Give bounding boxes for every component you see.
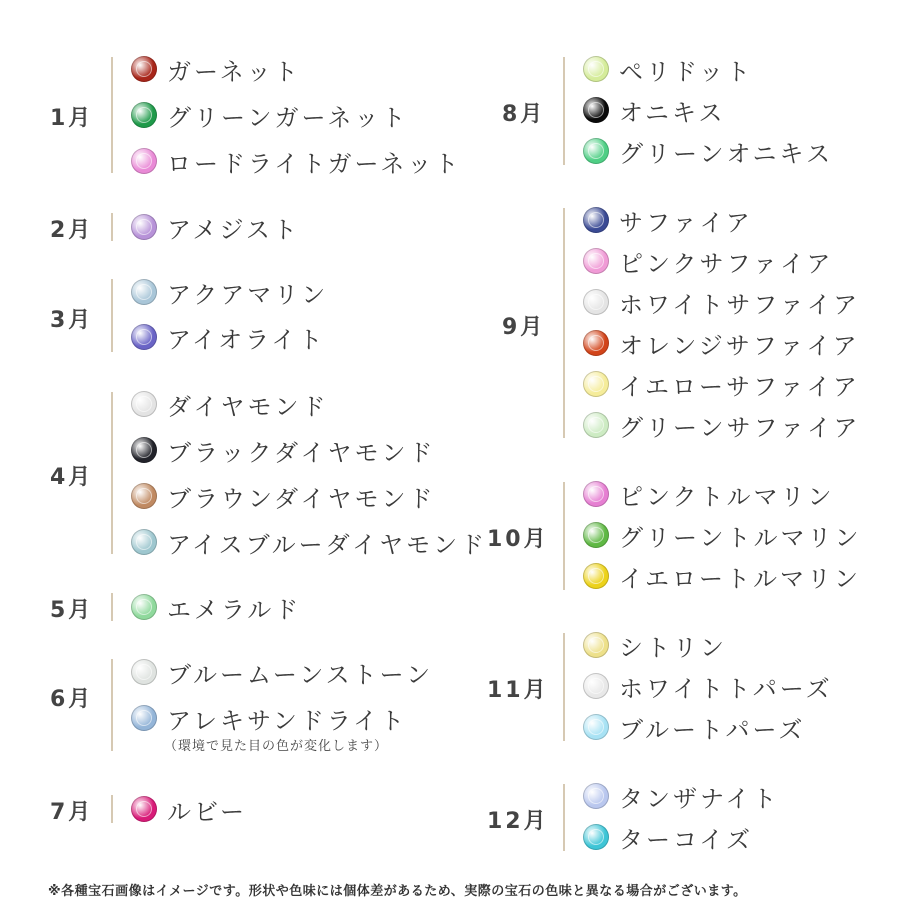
stone-peridot	[583, 54, 753, 84]
month-label-jun: 6月	[50, 687, 94, 712]
stone-name: ペリドット	[619, 57, 754, 86]
month-label-jul: 7月	[50, 800, 94, 825]
stone-citrine	[583, 630, 727, 660]
stone-aquamarine	[131, 277, 328, 307]
pink-sapphire-gem-icon	[583, 248, 609, 274]
alexandrite-gem-icon	[131, 705, 157, 731]
stone-turquoise	[583, 822, 753, 852]
stone-name: アイスブルーダイヤモンド	[167, 530, 488, 559]
green-sapphire-gem-icon	[583, 412, 609, 438]
stone-tanzanite	[583, 781, 779, 811]
stone-name: ダイヤモンド	[167, 392, 329, 421]
month-label-nov: 11月	[487, 678, 549, 703]
blue-moonstone-gem-icon	[131, 659, 157, 685]
pink-tourmaline-gem-icon	[583, 481, 609, 507]
stone-name: ホワイトトパーズ	[619, 674, 833, 703]
stone-name: アクアマリン	[167, 280, 329, 309]
month-label-mar: 3月	[50, 308, 94, 333]
divider-feb	[111, 213, 113, 241]
white-sapphire-gem-icon	[583, 289, 609, 315]
divider-oct	[563, 482, 565, 590]
green-tourmaline-gem-icon	[583, 522, 609, 548]
alexandrite-note: （環境で見た目の色が変化します）	[164, 739, 389, 754]
divider-nov	[563, 633, 565, 741]
month-label-apr: 4月	[50, 465, 94, 490]
stone-rhodolite-garnet	[131, 146, 461, 176]
stone-name: グリーンガーネット	[167, 103, 409, 132]
stone-name: サファイア	[619, 208, 753, 237]
stone-name: シトリン	[619, 633, 727, 662]
yellow-sapphire-gem-icon	[583, 371, 609, 397]
black-diamond-gem-icon	[131, 437, 157, 463]
stone-yellow-sapphire	[583, 369, 860, 399]
stone-name: ブルームーンストーン	[167, 660, 434, 689]
ice-blue-diamond-gem-icon	[131, 529, 157, 555]
month-label-dec: 12月	[487, 809, 549, 834]
white-topaz-gem-icon	[583, 673, 609, 699]
stone-name: ホワイトサファイア	[619, 290, 861, 319]
stone-name: ピンクトルマリン	[619, 482, 835, 511]
stone-sapphire	[583, 205, 753, 235]
stone-pink-sapphire	[583, 246, 833, 276]
peridot-gem-icon	[583, 56, 609, 82]
divider-jul	[111, 795, 113, 823]
stone-yellow-tourmaline	[583, 561, 861, 591]
stone-amethyst	[131, 212, 300, 242]
divider-dec	[563, 784, 565, 851]
garnet-gem-icon	[131, 56, 157, 82]
month-label-aug: 8月	[502, 102, 546, 127]
aquamarine-gem-icon	[131, 279, 157, 305]
stone-pink-tourmaline	[583, 479, 835, 509]
stone-emerald	[131, 592, 301, 622]
stone-name: ターコイズ	[619, 825, 754, 854]
green-garnet-gem-icon	[131, 102, 157, 128]
stone-name: ピンクサファイア	[619, 249, 834, 278]
yellow-tourmaline-gem-icon	[583, 563, 609, 589]
month-label-oct: 10月	[487, 527, 549, 552]
divider-sep	[563, 208, 565, 438]
stone-blue-moonstone	[131, 657, 433, 687]
stone-name: グリーンオニキス	[619, 139, 834, 168]
tanzanite-gem-icon	[583, 783, 609, 809]
stone-green-onyx	[583, 136, 833, 166]
stone-name: ブラックダイヤモンド	[167, 438, 436, 467]
stone-name: グリーンサファイア	[619, 413, 861, 442]
month-label-may: 5月	[50, 598, 94, 623]
orange-sapphire-gem-icon	[583, 330, 609, 356]
stone-name: タンザナイト	[619, 784, 780, 813]
stone-name: ブルートパーズ	[619, 715, 806, 744]
brown-diamond-gem-icon	[131, 483, 157, 509]
stone-green-tourmaline	[583, 520, 862, 550]
stone-white-sapphire	[583, 287, 860, 317]
citrine-gem-icon	[583, 632, 609, 658]
emerald-gem-icon	[131, 594, 157, 620]
stone-onyx	[583, 95, 726, 125]
onyx-gem-icon	[583, 97, 609, 123]
stone-name: オレンジサファイア	[619, 331, 860, 360]
stone-green-garnet	[131, 100, 408, 130]
stone-name: エメラルド	[167, 595, 302, 624]
diamond-gem-icon	[131, 391, 157, 417]
disclaimer-footnote: ※各種宝石画像はイメージです。形状や色味には個体差があるため、実際の宝石の色味と異なる場合がございます。	[48, 884, 747, 899]
stone-diamond	[131, 389, 329, 419]
divider-aug	[563, 57, 565, 165]
stone-name: アイオライト	[167, 325, 326, 354]
blue-topaz-gem-icon	[583, 714, 609, 740]
amethyst-gem-icon	[131, 214, 157, 240]
stone-name: ルビー	[167, 797, 248, 826]
stone-white-topaz	[583, 671, 833, 701]
stone-name: ガーネット	[167, 57, 301, 86]
green-onyx-gem-icon	[583, 138, 609, 164]
stone-ruby	[131, 794, 247, 824]
stone-green-sapphire	[583, 410, 860, 440]
stone-name: ロードライトガーネット	[167, 149, 462, 178]
month-label-feb: 2月	[50, 218, 94, 243]
stone-name: イエローサファイア	[619, 372, 860, 401]
stone-name: オニキス	[619, 98, 726, 127]
stone-alexandrite	[131, 703, 407, 733]
divider-may	[111, 593, 113, 621]
stone-blue-topaz	[583, 712, 805, 742]
month-label-jan: 1月	[50, 106, 94, 131]
ruby-gem-icon	[131, 796, 157, 822]
stone-name: アメジスト	[167, 215, 300, 244]
stone-orange-sapphire	[583, 328, 860, 358]
stone-name: グリーントルマリン	[619, 523, 862, 552]
iolite-gem-icon	[131, 324, 157, 350]
rhodolite-garnet-gem-icon	[131, 148, 157, 174]
sapphire-gem-icon	[583, 207, 609, 233]
divider-mar	[111, 279, 113, 352]
stone-name: アレキサンドライト	[167, 706, 408, 735]
divider-jan	[111, 57, 113, 173]
stone-name: イエロートルマリン	[619, 564, 862, 593]
stone-garnet	[131, 54, 301, 84]
turquoise-gem-icon	[583, 824, 609, 850]
stone-black-diamond	[131, 435, 436, 465]
divider-apr	[111, 392, 113, 554]
stone-ice-blue-diamond	[131, 527, 487, 557]
divider-jun	[111, 659, 113, 751]
stone-iolite	[131, 322, 325, 352]
stone-name: ブラウンダイヤモンド	[167, 484, 436, 513]
stone-brown-diamond	[131, 481, 436, 511]
month-label-sep: 9月	[502, 315, 546, 340]
